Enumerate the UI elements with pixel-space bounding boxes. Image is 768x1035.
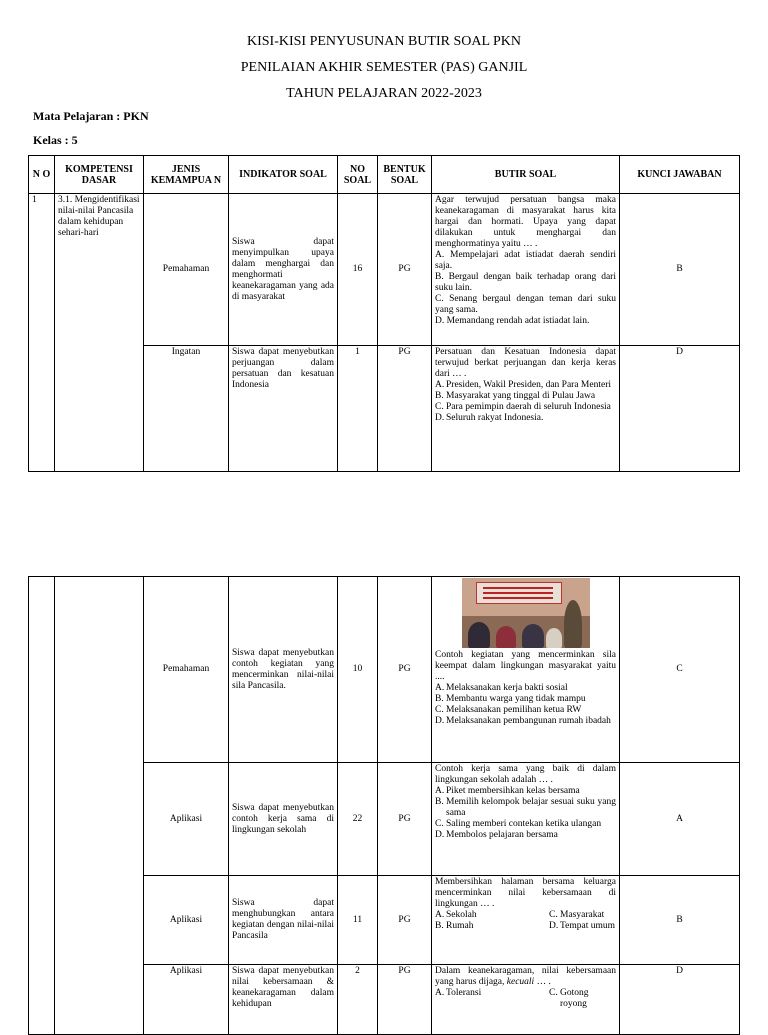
competency-cell (55, 577, 144, 1035)
option-c: C. Senang bergaul dengan teman dari suku yang sama. (435, 294, 616, 315)
doc-title-line3: TAHUN PELAJARAN 2022-2023 (286, 86, 482, 101)
question-number-cell: 22 (338, 763, 378, 876)
question-cell (432, 194, 620, 346)
question-type-cell: PG (378, 346, 432, 472)
option-a: A. Mempelajari adat istiadat daerah sendiri saja. (435, 250, 616, 271)
option-d: D. Membolos pelajaran bersama (435, 830, 558, 840)
question-grid-table-2 (28, 576, 740, 1035)
ability-cell: Aplikasi (144, 876, 229, 965)
option-b-d: B. Rumah D. Tempat umum (435, 921, 616, 931)
col-header-bentuk: BENTUK SOAL (378, 156, 432, 194)
indicator-cell: Siswa dapat menyebutkan contoh kerja sama di lingkungan sekolah (229, 763, 338, 876)
col-header-no: N O (29, 156, 55, 194)
question-text: Agar terwujud persatuan bangsa maka keanekaragaman di masyarakat harus kita hargai dan hormati. Upaya yang dapat dilakukan untuk menghargai dan menghormatinya yaitu … . (435, 195, 616, 249)
table-row (29, 194, 740, 346)
col-header-butir: BUTIR SOAL (432, 156, 620, 194)
competency-cell: 3.1. Mengidentifikasi nilai-nilai Pancasila dalam kehidupan sehari-hari (55, 194, 144, 472)
question-number-cell: 10 (338, 577, 378, 763)
question-text: Contoh kegiatan yang mencerminkan sila keempat dalam lingkungan masyarakat yaitu .... (435, 650, 616, 682)
indicator-cell: Siswa dapat menyebutkan nilai kebersamaan & keanekaragaman dalam kehidupan (229, 965, 338, 1035)
question-cell (432, 763, 620, 876)
answer-key-cell: B (620, 194, 740, 346)
option-a-c: A. Toleransi C. Gotong royong (435, 988, 589, 1009)
option-a: A. Piket membersihkan kelas bersama (435, 786, 580, 796)
indicator-cell: Siswa dapat menyimpulkan upaya dalam menghargai dan menghormati keanekaragaman yang ada di masyarakat (229, 194, 338, 346)
indicator-cell: Siswa dapat menghubungkan antara kegiatan dengan nilai-nilai Pancasila (229, 876, 338, 965)
doc-title-line1: KISI-KISI PENYUSUNAN BUTIR SOAL PKN (246, 34, 522, 49)
question-text: Contoh kerja sama yang baik di dalam lingkungan sekolah adalah … . (435, 764, 616, 785)
answer-key-cell: D (620, 965, 740, 1035)
classroom-photo (462, 578, 590, 648)
option-d: D. Memandang rendah adat istiadat lain. (435, 316, 590, 326)
question-cell (432, 965, 620, 1035)
ability-cell: Aplikasi (144, 763, 229, 876)
question-cell (432, 577, 620, 763)
question-number-cell: 2 (338, 965, 378, 1035)
col-header-nosoal: NO SOAL (338, 156, 378, 194)
option-b: B. Masyarakat yang tinggal di Pulau Jawa (435, 391, 596, 401)
table-row (29, 577, 740, 763)
col-header-indikator: INDIKATOR SOAL (229, 156, 338, 194)
doc-title-line2: PENILAIAN AKHIR SEMESTER (PAS) GANJIL (240, 60, 528, 75)
ability-cell: Pemahaman (144, 577, 229, 763)
row-number: 1 (29, 194, 55, 472)
question-grid-table-1 (28, 155, 740, 472)
option-d: D. Seluruh rakyat Indonesia. (435, 413, 544, 423)
question-text: Membersihkan halaman bersama keluarga mencerminkan nilai kebersamaan di lingkungan … . (435, 877, 616, 909)
row-number (29, 577, 55, 1035)
subject-label: Mata Pelajaran : PKN (33, 109, 149, 123)
question-number-cell: 11 (338, 876, 378, 965)
ability-cell: Ingatan (144, 346, 229, 472)
option-d: D. Melaksanakan pembangunan rumah ibadah (435, 716, 611, 726)
option-b: B. Bergaul dengan baik terhadap orang dari suku lain. (435, 272, 616, 293)
answer-key-cell: A (620, 763, 740, 876)
option-b: B. Memilih kelompok belajar sesuai suku yang sama (435, 797, 616, 818)
question-type-cell: PG (378, 763, 432, 876)
question-number-cell: 1 (338, 346, 378, 472)
option-a: A. Melaksanakan kerja bakti sosial (435, 683, 568, 693)
question-cell (432, 346, 620, 472)
answer-key-cell: B (620, 876, 740, 965)
ability-cell: Pemahaman (144, 194, 229, 346)
ability-cell: Aplikasi (144, 965, 229, 1035)
question-text: Dalam keanekaragaman, nilai kebersamaan yang harus dijaga, kecuali … . (435, 966, 616, 987)
question-type-cell: PG (378, 194, 432, 346)
answer-key-cell: D (620, 346, 740, 472)
indicator-cell: Siswa dapat menyebutkan perjuangan dalam persatuan dan kesatuan Indonesia (229, 346, 338, 472)
option-a: A. Presiden, Wakil Presiden, dan Para Menteri (435, 380, 612, 390)
question-type-cell: PG (378, 577, 432, 763)
question-text: Persatuan dan Kesatuan Indonesia dapat terwujud berkat perjuangan dan kerja keras dari … . (435, 347, 616, 379)
option-c: C. Para pemimpin daerah di seluruh Indonesia (435, 402, 611, 412)
question-cell (432, 876, 620, 965)
option-b: B. Membantu warga yang tidak mampu (435, 694, 586, 704)
col-header-jenis: JENIS KEMAMPUA N (144, 156, 229, 194)
option-c: C. Melaksanakan pemilihan ketua RW (435, 705, 582, 715)
question-number-cell: 16 (338, 194, 378, 346)
col-header-kd: KOMPETENSI DASAR (55, 156, 144, 194)
indicator-cell: Siswa dapat menyebutkan contoh kegiatan yang mencerminkan nilai-nilai sila Pancasila. (229, 577, 338, 763)
question-type-cell: PG (378, 876, 432, 965)
grade-label: Kelas : 5 (33, 133, 78, 147)
col-header-kunci: KUNCI JAWABAN (620, 156, 740, 194)
question-type-cell: PG (378, 965, 432, 1035)
option-a-c: A. Sekolah C. Masyarakat (435, 910, 605, 920)
option-c: C. Saling memberi contekan ketika ulangan (435, 819, 602, 829)
answer-key-cell: C (620, 577, 740, 763)
table-header-row (29, 156, 740, 194)
